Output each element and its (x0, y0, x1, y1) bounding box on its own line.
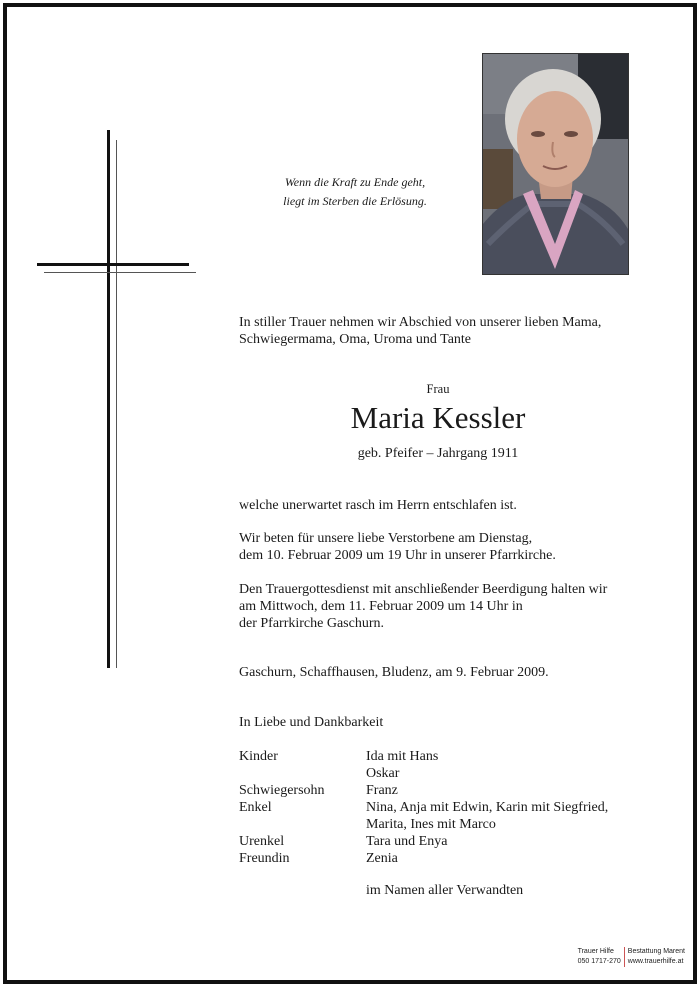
family-role: Urenkel (239, 834, 285, 849)
funeral-line-2: am Mittwoch, dem 11. Februar 2009 um 14 Uhr in (239, 599, 523, 614)
paragraph-prayer (239, 530, 669, 564)
family-names: Zenia (366, 851, 398, 866)
memorial-quote (250, 173, 460, 211)
prayer-line-2: dem 10. Februar 2009 um 19 Uhr in unserer Pfarrkirche. (239, 548, 556, 563)
logo-left-line-1: Trauer Hilfe (577, 948, 614, 955)
prayer-line-1: Wir beten für unsere liebe Verstorbene am Dienstag, (239, 531, 533, 546)
family-names: Ida mit Hans (366, 749, 439, 764)
family-names: Nina, Anja mit Edwin, Karin mit Siegfried, (366, 800, 609, 815)
family-row (239, 799, 679, 816)
family-row (239, 748, 679, 765)
intro-line-1: In stiller Trauer nehmen wir Abschied von unserer lieben Mama, (239, 315, 602, 330)
logo-right-block (628, 947, 685, 967)
family-names: Franz (366, 783, 398, 798)
intro-text (239, 314, 659, 348)
family-role: Enkel (239, 800, 272, 815)
family-names: Oskar (366, 766, 400, 781)
funeral-home-logo (578, 947, 685, 967)
portrait-photo (482, 53, 629, 275)
cross-vertical-thin-line (116, 140, 117, 668)
family-row (239, 816, 679, 833)
family-names: Marita, Ines mit Marco (366, 817, 496, 832)
cross-horizontal-line (37, 263, 189, 266)
cross-horizontal-thin-line (44, 272, 196, 273)
logo-left-block (578, 947, 621, 967)
logo-right-line-2: www.trauerhilfe.at (627, 958, 684, 965)
family-names: Tara und Enya (366, 834, 448, 849)
cross-vertical-line (107, 130, 110, 668)
closing-line: In Liebe und Dankbarkeit (239, 715, 384, 730)
family-row (239, 833, 679, 850)
family-role: Kinder (239, 749, 278, 764)
family-role (239, 816, 366, 833)
logo-right-line-1: Bestattung Marent (627, 948, 685, 955)
portrait-image (483, 54, 628, 274)
deceased-name: Maria Kessler (350, 400, 526, 435)
deceased-title: Frau (426, 382, 450, 396)
quote-line-2: liegt im Sterben die Erlösung. (283, 194, 427, 208)
family-row (239, 850, 679, 867)
funeral-line-3: der Pfarrkirche Gaschurn. (239, 616, 384, 631)
family-list (239, 748, 679, 867)
deceased-details: geb. Pfeifer – Jahrgang 1911 (357, 446, 519, 461)
family-role: Schwiegersohn (239, 783, 325, 798)
family-row (239, 782, 679, 799)
intro-line-2: Schwiegermama, Oma, Uroma und Tante (239, 332, 472, 347)
paragraph-funeral (239, 581, 679, 632)
quote-line-1: Wenn die Kraft zu Ende geht, (284, 175, 426, 189)
family-role (239, 765, 366, 782)
signoff: im Namen aller Verwandten (366, 883, 524, 898)
logo-left-line-2: 050 1717-270 (577, 958, 621, 965)
funeral-line-1: Den Trauergottesdienst mit anschließender Beerdigung halten wir (239, 582, 608, 597)
paragraph-passing: welche unerwartet rasch im Herrn entschlafen ist. (239, 498, 517, 513)
family-role: Freundin (239, 851, 290, 866)
family-row (239, 765, 679, 782)
logo-divider (624, 947, 625, 967)
place-date: Gaschurn, Schaffhausen, Bludenz, am 9. Februar 2009. (239, 665, 549, 680)
